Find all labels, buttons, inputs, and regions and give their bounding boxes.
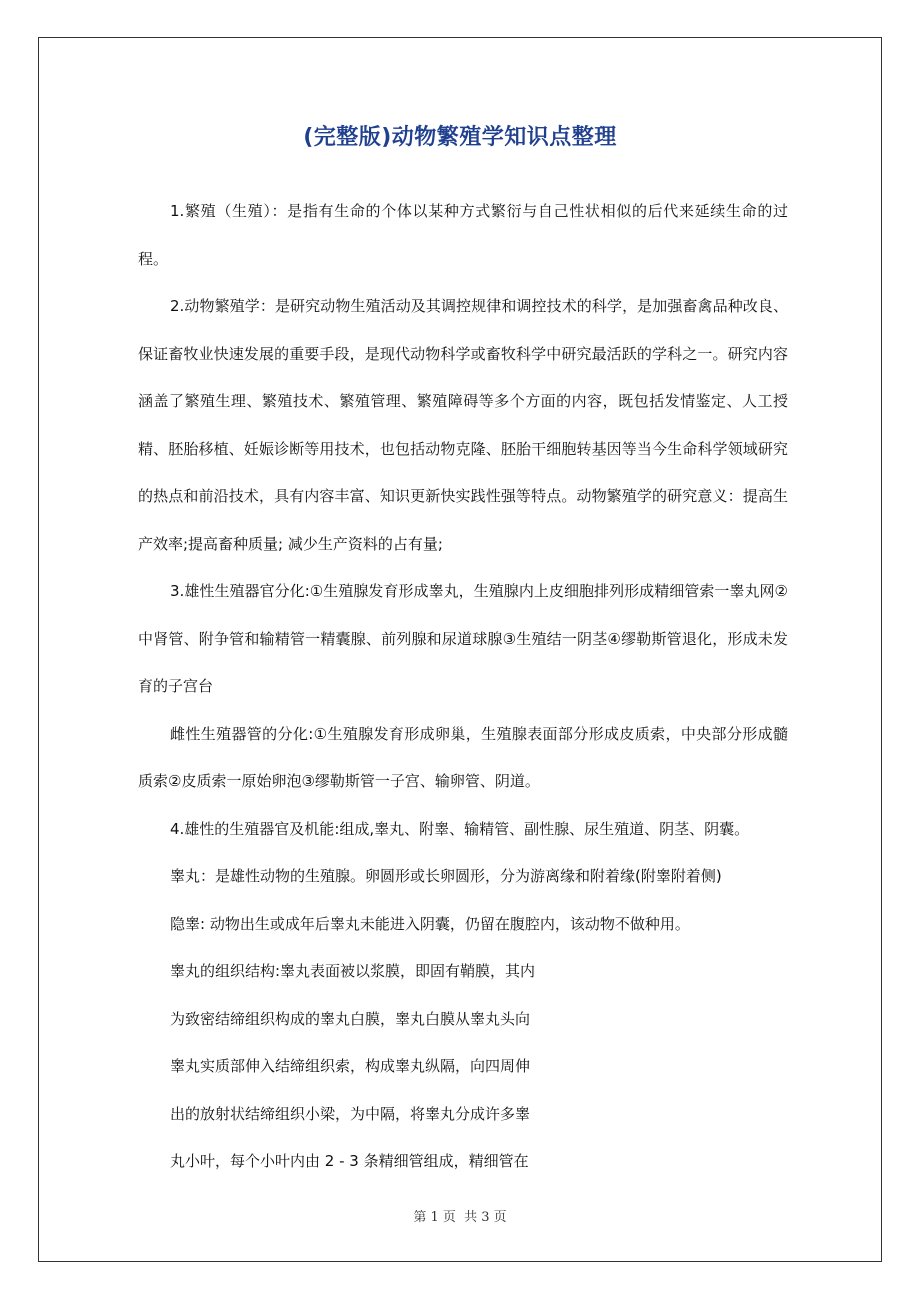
paragraph-male-organ-differentiation: 3.雄性生殖器官分化:①生殖腺发育形成睾丸，生殖腺内上皮细胞排列形成精细管索一睾丸网②中肾管、附争管和输精管一精囊腺、前列腺和尿道球腺③生殖结一阴茎④缪勒斯管退化，形成未发育的子宫台 [138,582,788,695]
paragraph-animal-reproduction-science: 2.动物繁殖学：是研究动物生殖活动及其调控规律和调控技术的科学，是加强畜禽品种改良、保证畜牧业快速发展的重要手段，是现代动物科学或畜牧科学中研究最活跃的学科之一。研究内容涵盖了繁殖生理、繁殖技术、繁殖管理、繁殖障碍等多个方面的内容，既包括发情鉴定、人工授精、胚胎移植、妊娠诊断等用技术，也包括动物克隆、胚胎干细胞转基因等当今生命科学领域研究的热点和前沿技术，具有内容丰富、知识更新快实践性强等特点。动物繁殖学的研究意义：提高生产效率;提高畜种质量; 减少生产资料的占有量; [138,297,788,553]
line-testis-structure-3: 睾丸实质部伸入结缔组织索，构成睾丸纵隔，向四周伸 [170,1057,531,1075]
paragraph-female-organ-differentiation: 雌性生殖器管的分化:①生殖腺发育形成卵巢，生殖腺表面部分形成皮质索，中央部分形成髓质索②皮质索一原始卵泡③缪勒斯管一子宫、输卵管、阴道。 [138,724,788,790]
paragraph-male-organs-function: 4.雄性的生殖器官及机能:组成,睾丸、附睾、输精管、副性腺、尿生殖道、阴茎、阴囊。 [170,819,750,838]
document-body [138,188,788,1186]
line-testis-structure-2: 为致密结缔组织构成的睾丸白膜，睾丸白膜从睾丸头向 [170,1009,531,1028]
paragraph-testis: 睾丸：是雄性动物的生殖腺。卵圆形或长卵圆形，分为游离缘和附着缘(附睾附着侧) [170,867,722,885]
paragraph-cryptorchidism: 隐睾: 动物出生或成年后睾丸未能进入阴囊，仍留在腹腔内，该动物不做种用。 [170,914,690,933]
line-testis-structure-5: 丸小叶，每个小叶内由 2 - 3 条精细管组成，精细管在 [170,1152,529,1170]
line-testis-structure-4: 出的放射状结缔组织小梁，为中隔，将睾丸分成许多睾 [170,1104,531,1123]
paragraph-definition-reproduction: 1.繁殖（生殖）：是指有生命的个体以某种方式繁衍与自己性状相似的后代来延续生命的过程。 [138,202,788,268]
page-footer [0,1206,920,1225]
page-total: 共 3 页 [464,1210,507,1225]
document-title: (完整版)动物繁殖学知识点整理 [303,125,617,150]
page-number: 第 1 页 [413,1210,456,1225]
line-testis-structure-1: 睾丸的组织结构:睾丸表面被以浆膜，即固有鞘膜，其内 [170,962,536,980]
